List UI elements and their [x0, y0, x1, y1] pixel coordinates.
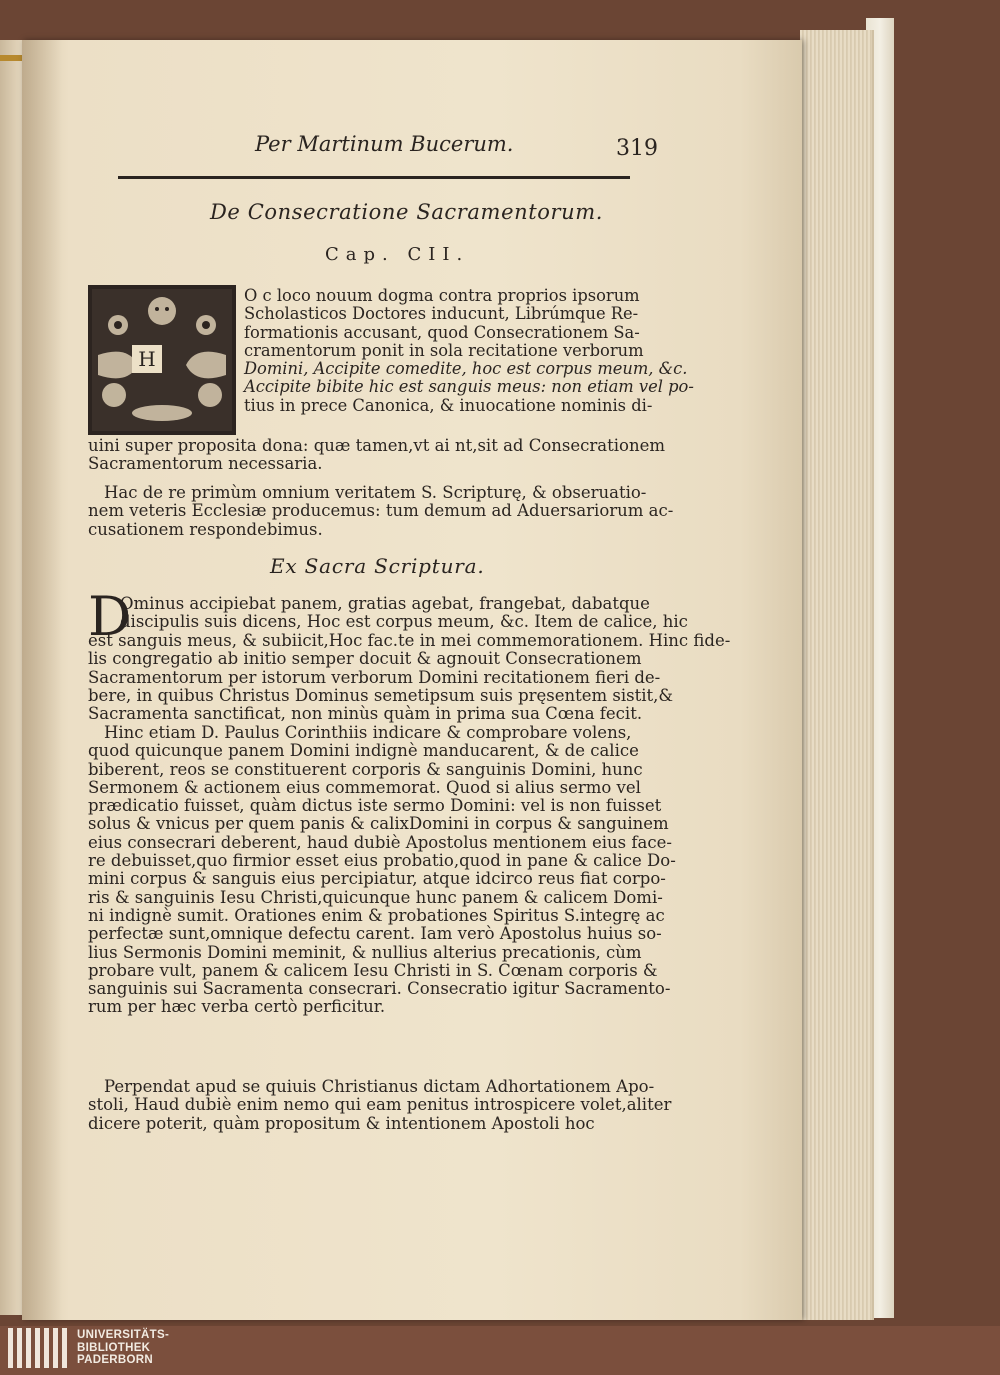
text-line: quod quicunque panem Domini indignè manducarent, & de calice [88, 741, 639, 761]
text-line: cramentorum ponit in sola recitatione verborum [244, 340, 644, 360]
text-line: perfectæ sunt,omnique defectu carent. Iam verò Apostolus huius so- [88, 924, 662, 944]
page-edges [800, 30, 874, 1320]
logo-line-1: UNIVERSITÄTS- [77, 1329, 170, 1342]
subsection-title: Ex Sacra Scriptura. [270, 554, 485, 578]
library-logo[interactable] [8, 1328, 169, 1368]
text-line: nem veteris Ecclesiæ producemus: tum demum ad Aduersariorum ac- [88, 501, 674, 521]
logo-line-3: PADERBORN [77, 1354, 153, 1367]
text-line: ni indignè sumit. Orationes enim & probationes Spiritus S.integrę ac [88, 905, 665, 925]
text-line: Ominus accipiebat panem, gratias agebat, frangebat, dabatque [120, 594, 650, 613]
page-number: 319 [616, 136, 658, 161]
text-line: discipulis suis dicens, Hoc est corpus meum, &c. Item de calice, hic [120, 612, 688, 632]
text-line: Accipite bibite hic est sanguis meus: non etiam vel po- [244, 377, 694, 397]
section-title: De Consecratione Sacramentorum. [210, 200, 604, 224]
paragraph-4 [88, 723, 676, 1017]
text-line: Sacramenta sanctificat, non minùs quàm in prima sua Cœna fecit. [88, 704, 643, 724]
text-line: probare vult, panem & calicem Iesu Christi in S. Cœnam corporis & [88, 960, 658, 980]
paragraph-3-full [88, 631, 731, 724]
text-line: Domini, Accipite comedite, hoc est corpus meum, &c. [244, 359, 688, 379]
text-line: solus & vnicus per quem panis & calixDomini in corpus & sanguinem [88, 814, 669, 834]
decorated-initial [88, 285, 236, 435]
text-line: Sacramentorum per istorum verborum Domini recitationem fieri de- [88, 667, 661, 687]
running-head: Per Martinum Bucerum. [255, 132, 514, 156]
text-line: tius in prece Canonica, & inuocatione nominis di- [244, 395, 653, 415]
logo-line-2: BIBLIOTHEK [77, 1341, 151, 1354]
paragraph-5 [88, 1077, 672, 1133]
logo-text [77, 1329, 169, 1367]
text-line: est sanguis meus, & subiicit,Hoc fac.te in mei commemorationem. Hinc fide- [88, 631, 731, 650]
text-line: stoli, Haud dubiè enim nemo qui eam penitus introspicere volet,aliter [88, 1095, 672, 1115]
binding-shadow [22, 40, 62, 1320]
text-line: mini corpus & sanguis eius percipiatur, atque idcirco reus fiat corpo- [88, 869, 666, 889]
text-line: biberent, reos se constituerent corporis & sanguinis Domini, hunc [88, 759, 643, 779]
text-line: Hinc etiam D. Paulus Corinthiis indicare & comprobare volens, [104, 723, 632, 742]
left-page-edge [0, 40, 22, 1315]
paragraph-2 [88, 483, 674, 539]
text-line: eius consecrari deberent, haud dubiè Apostolus mentionem eius face- [88, 832, 672, 852]
text-line: bere, in quibus Christus Dominus semetipsum suis pręsentem sistit,& [88, 685, 674, 705]
text-line: prædicatio fuisset, quàm dictus iste sermo Domini: vel is non fuisset [88, 796, 662, 816]
text-line: rum per hæc verba certò perficitur. [88, 997, 386, 1017]
text-line: Sacramentorum necessaria. [88, 454, 323, 474]
logo-bars-icon [8, 1328, 67, 1368]
initial-letter: H [132, 345, 162, 373]
paragraph-3-indented [120, 594, 688, 632]
header-rule [118, 176, 630, 179]
text-line: formationis accusant, quod Consecrationem Sa- [244, 322, 640, 342]
text-line: Perpendat apud se quiuis Christianus dictam Adhortationem Apo- [104, 1077, 655, 1096]
text-line: ris & sanguinis Iesu Christi,quicunque hunc panem & calicem Domi- [88, 887, 663, 907]
text-line: lius Sermonis Domini meminit, & nullius alterius precationis, cùm [88, 942, 642, 962]
text-line: O c loco nouum dogma contra proprios ipsorum [244, 286, 640, 305]
chapter-heading: Cap. CII. [325, 244, 470, 265]
text-line: dicere poterit, quàm propositum & intentionem Apostoli hoc [88, 1113, 595, 1133]
text-line: lis congregatio ab initio semper docuit & agnouit Consecrationem [88, 649, 642, 669]
drop-cap: D [88, 585, 132, 648]
paragraph-1-indented [244, 286, 694, 415]
text-line: Hac de re primùm omnium veritatem S. Scripturę, & obseruatio- [104, 483, 647, 502]
text-line: cusationem respondebimus. [88, 519, 323, 539]
paragraph-1-full [88, 436, 665, 474]
ornament-icon [88, 285, 236, 435]
text-line: Scholasticos Doctores inducunt, Librúmque Re- [244, 304, 639, 324]
text-line: uini super proposita dona: quæ tamen,vt ai nt,sit ad Consecrationem [88, 436, 665, 455]
text-line: Sermonem & actionem eius commemorat. Quod si alius sermo vel [88, 777, 641, 797]
text-line: sanguinis sui Sacramenta consecrari. Consecratio igitur Sacramento- [88, 979, 671, 999]
text-line: re debuisset,quo firmior esset eius probatio,quod in pane & calice Do- [88, 851, 676, 871]
